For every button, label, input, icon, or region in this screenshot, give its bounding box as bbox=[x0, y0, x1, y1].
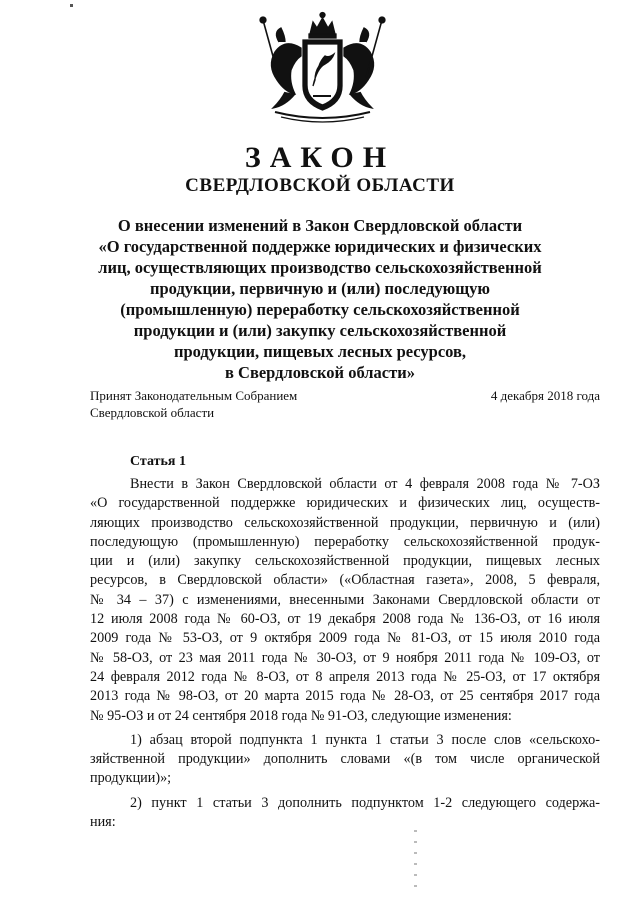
list-item-line: ния: bbox=[90, 814, 116, 831]
law-title-line: продукции и (или) закупку сельскохозяйственной bbox=[133, 321, 507, 340]
law-title-line: продукции, первичную и (или) последующую bbox=[149, 279, 490, 298]
paragraph-line: № 34 – 37) с изменениями, внесенными Законами Свердловской области от bbox=[90, 591, 600, 608]
law-title-line: О внесении изменений в Закон Свердловской области bbox=[117, 216, 523, 235]
law-title-line: продукции, пищевых лесных ресурсов, bbox=[173, 342, 467, 361]
paragraph-line: «О государственной поддержке юридических и физических лиц, осуществ- bbox=[90, 495, 600, 512]
sverdlovsk-coat-of-arms-icon bbox=[255, 8, 390, 128]
law-title-line: «О государственной поддержке юридических и физических bbox=[98, 237, 542, 256]
paragraph-line: 2013 года № 98-ОЗ, от 20 марта 2015 года № 28-ОЗ, от 25 сентября 2017 года bbox=[90, 688, 600, 705]
law-title-line: (промышленную) переработку сельскохозяйственной bbox=[120, 300, 520, 319]
list-item-line: 1) абзац второй подпункта 1 пункта 1 статьи 3 после слов «сельскохо- bbox=[130, 731, 600, 748]
list-item-line: продукции)»; bbox=[90, 770, 172, 787]
law-title-line: в Свердловской области» bbox=[225, 363, 415, 382]
paragraph-line: ляющих производство сельскохозяйственной продукции, первичную и (или) bbox=[90, 514, 600, 531]
article-heading: Статья 1 bbox=[130, 454, 186, 469]
adoption-date: 4 декабря 2018 года bbox=[490, 388, 600, 403]
article-body bbox=[90, 475, 600, 832]
law-title bbox=[90, 215, 550, 383]
list-item-line: зяйственной продукции» дополнить словами «(в том числе органической bbox=[90, 751, 600, 768]
adoption-line: Принят Законодательным Собранием bbox=[90, 388, 298, 403]
paragraph-line: 2009 года № 53-ОЗ, от 9 октября 2009 года № 81-ОЗ, от 15 июля 2010 года bbox=[90, 630, 600, 647]
adoption-line: Свердловской области bbox=[90, 405, 215, 420]
paragraph-line: ресурсов, в Свердловской области» («Областная газета», 2008, 5 февраля, bbox=[90, 572, 600, 589]
paragraph-line: Внести в Закон Свердловской области от 4 февраля 2008 года № 7-ОЗ bbox=[130, 476, 600, 492]
paragraph-line: ции и (или) закупку сельскохозяйственной продукции, пищевых лесных bbox=[90, 553, 600, 570]
paragraph-line: № 95-ОЗ и от 24 сентября 2018 года № 91-ОЗ, следующие изменения: bbox=[90, 707, 512, 724]
paragraph-line: № 58-ОЗ, от 23 мая 2011 года № 30-ОЗ, от 9 ноября 2011 года № 109-ОЗ, от bbox=[90, 649, 600, 666]
scan-mark bbox=[70, 4, 73, 7]
law-title-line: лиц, осуществляющих производство сельскохозяйственной bbox=[98, 258, 542, 277]
region-heading: СВЕРДЛОВСКОЙ ОБЛАСТИ bbox=[185, 175, 455, 196]
document-type-heading: ЗАКОН bbox=[244, 141, 396, 174]
adoption-block bbox=[90, 387, 297, 421]
list-item-line: 2) пункт 1 статьи 3 дополнить подпунктом 1-2 следующего содержа- bbox=[130, 794, 600, 811]
paragraph-line: 12 июля 2008 года № 60-ОЗ, от 19 декабря 2008 года № 136-ОЗ, от 16 июля bbox=[90, 611, 600, 628]
paragraph-line: 24 февраля 2012 года № 8-ОЗ, от 8 апреля 2013 года № 25-ОЗ, от 17 октября bbox=[90, 668, 600, 685]
scan-artifact bbox=[414, 830, 417, 890]
paragraph-line: последующую (промышленную) переработку сельскохозяйственной продук- bbox=[90, 533, 600, 550]
